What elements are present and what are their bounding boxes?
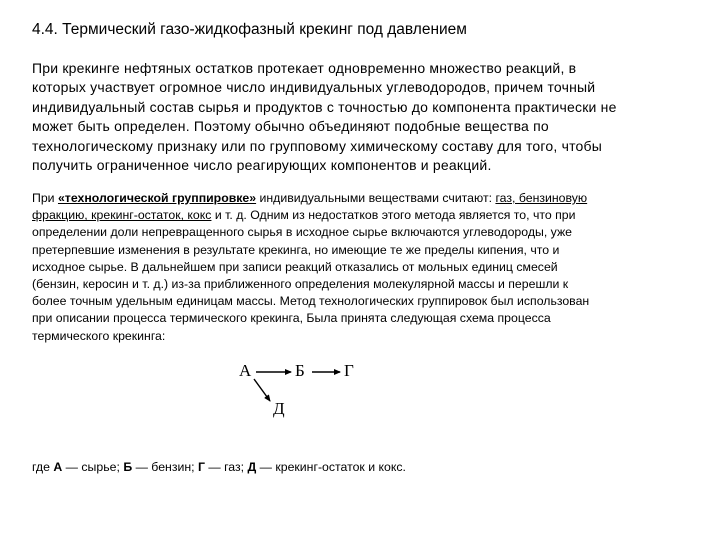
section-title: 4.4. Термический газо-жидкофазный крекинг под давлением [32,21,467,38]
legend-key-d: Д [247,460,257,474]
scheme-legend [32,459,692,476]
link-substances[interactable]: газ, бензиновую [495,191,588,205]
link-substances-continued[interactable]: фракцию, крекинг-остаток, кокс [32,208,212,223]
text-line: которых участвует огромное число индивидуальных углеводородов, причем точный [32,79,596,96]
node-d: Д [273,399,285,418]
text-line: при описании процесса термического крекинга, Была принята следующая схема процесса [32,311,551,326]
legend-text: — газ; [204,460,248,474]
node-g: Г [344,361,354,380]
text-line: технологическому признаку или по групповому химическому составу для того, чтобы [32,137,602,154]
legend-key-g: Г [197,460,205,474]
legend-text: где [32,460,54,474]
text-line: (бензин, керосин и т. д.) из-за приближенного определения молекулярной массы и перешли к [32,277,569,292]
legend-text: — бензин; [132,460,198,474]
term-technological-grouping: «технологической группировке» [57,191,257,205]
text-line: более точным удельным единицам массы. Метод технологических группировок был использован [32,294,590,309]
text-fragment: индивидуальными веществами считают: [256,191,496,205]
text-line: может быть определен. Поэтому обычно объединяют подобные вещества по [32,118,549,135]
paragraph-intro [32,59,692,175]
node-b: Б [295,361,305,380]
text-line: определении доли непревращенного сырья в исходное сырье включаются углеводороды, уже [32,225,573,240]
legend-key-b: Б [123,460,133,474]
text-line: претерпевшие изменения в результате крекинга, но имеющие те же пределы кипения, что и [32,242,560,257]
legend-text: — сырье; [62,460,124,474]
text-line: термического крекинга: [32,328,166,343]
text-fragment: При [32,191,58,205]
arrow-a-to-d [254,379,270,401]
legend-text: — крекинг-остаток и кокс. [256,460,406,474]
reaction-scheme [228,352,378,422]
text-line [32,207,692,224]
legend-key-a: А [53,460,63,474]
text-line: получить ограниченное число реагирующих компонентов и реакций. [32,157,492,174]
text-fragment: и т. д. Одним из недостатков этого метода является то, что при [211,208,576,223]
text-line: При крекинге нефтяных остатков протекает одновременно множество реакций, в [32,60,577,76]
text-line: индивидуальный состав сырья и продуктов с точностью до компонента практически не [32,98,617,115]
paragraph-grouping [32,190,692,345]
text-line: исходное сырье. В дальнейшем при записи реакций отказались от мольных единиц смесей [32,259,558,274]
text-line [32,190,692,207]
node-a: А [239,361,252,380]
